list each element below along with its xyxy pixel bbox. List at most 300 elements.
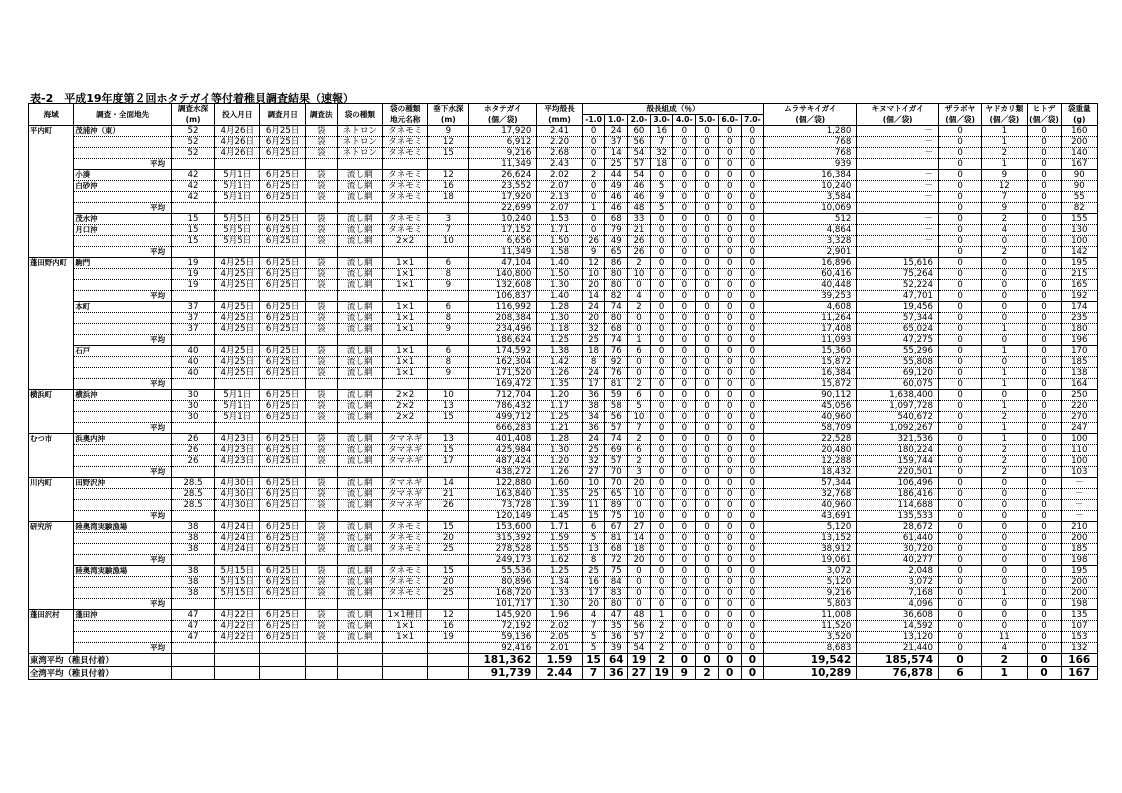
cell-dist: 0: [628, 324, 651, 335]
cell-dist: 1: [650, 610, 673, 621]
cell-other: 0: [1027, 390, 1061, 401]
table-row: [29, 522, 1098, 533]
cell-other: 100: [1061, 456, 1097, 467]
cell-gear: 流し網: [337, 434, 382, 445]
cell-dist: 0: [696, 368, 719, 379]
cell-other: 15,616: [857, 258, 939, 269]
cell-other: 0: [1027, 621, 1061, 632]
cell-dist: 0: [696, 225, 719, 236]
cell-dist: 0: [628, 588, 651, 599]
cell-dist: 34: [582, 412, 605, 423]
cell-loc: 陸奥湾実験漁場: [74, 522, 172, 533]
cell-dist: 75: [605, 511, 628, 522]
cell-other: 1: [982, 434, 1027, 445]
cell-dist: 0: [628, 599, 651, 610]
cell-dist: 0: [628, 280, 651, 291]
cell-avg-size: 1.34: [537, 577, 582, 588]
cell-other: 55: [1061, 192, 1097, 203]
cell-dist: 82: [605, 291, 628, 302]
header-depth: 調査水深: [171, 104, 214, 115]
cell-avg-size: 2.05: [537, 632, 582, 643]
cell-other: 0: [939, 621, 982, 632]
cell-gear: 流し網: [337, 445, 382, 456]
cell-other: 0: [1027, 544, 1061, 555]
cell-dist: 0: [696, 170, 719, 181]
cell-dist: 0: [696, 643, 719, 654]
cell-other: 0: [1027, 632, 1061, 643]
cell-loc: 月口沖: [74, 225, 172, 236]
cell-other: 13,152: [764, 533, 857, 544]
cell-material: タネモミ: [383, 192, 428, 203]
cell-dist: 0: [650, 291, 673, 302]
cell-other: 130: [1061, 225, 1097, 236]
cell-empty: [260, 203, 305, 214]
cell-empty: [305, 247, 337, 258]
cell-survey-date: 6月25日: [260, 533, 305, 544]
cell-dist: 25: [605, 159, 628, 170]
cell-other: 0: [939, 291, 982, 302]
cell-dist: 0: [741, 159, 764, 170]
average-row: [29, 467, 1098, 478]
header-other: ムラサキイガイ: [764, 104, 857, 115]
cell-dist: 10: [582, 269, 605, 280]
cell-material: タマネギ: [383, 489, 428, 500]
table-row: [29, 170, 1098, 181]
cell-avg-size: 1.39: [537, 500, 582, 511]
cell-empty: [305, 379, 337, 390]
cell-dist: 69: [605, 445, 628, 456]
cell-other: 138: [1061, 368, 1097, 379]
cell-other: 0: [939, 148, 982, 159]
cell-survey-date: 6月25日: [260, 412, 305, 423]
cell-scallop-count: 101,717: [469, 599, 537, 610]
cell-dist: 36: [605, 667, 628, 680]
cell-pref: [29, 137, 74, 148]
cell-dist: 0: [696, 346, 719, 357]
cell-depth: 47: [171, 610, 214, 621]
cell-subsurface: 10: [428, 236, 469, 247]
cell-scallop-count: 186,624: [469, 335, 537, 346]
table-row: [29, 137, 1098, 148]
cell-empty: [260, 654, 305, 667]
cell-other: －: [857, 137, 939, 148]
cell-dist: 0: [741, 258, 764, 269]
cell-other: 2: [982, 654, 1027, 667]
cell-scallop-count: 106,837: [469, 291, 537, 302]
cell-other: 2: [982, 214, 1027, 225]
cell-pref: [29, 148, 74, 159]
cell-material: 1×1: [383, 258, 428, 269]
cell-avg-size: 1.25: [537, 412, 582, 423]
cell-gear: 流し網: [337, 214, 382, 225]
cell-other: 939: [764, 159, 857, 170]
cell-other: －: [1061, 500, 1097, 511]
cell-survey-date: 6月25日: [260, 236, 305, 247]
cell-pref: 蓬田野内町: [29, 258, 74, 269]
cell-dist: 7: [582, 667, 605, 680]
cell-other: 200: [1061, 533, 1097, 544]
cell-dist: 0: [696, 126, 719, 137]
header-material-sub: 地元名称: [383, 115, 428, 126]
cell-dist: 9: [650, 192, 673, 203]
cell-empty: [305, 203, 337, 214]
cell-dist: 9: [673, 667, 696, 680]
cell-other: 3,328: [764, 236, 857, 247]
cell-survey-date: 6月25日: [260, 500, 305, 511]
cell-loc: 小湊: [74, 170, 172, 181]
cell-empty: [428, 159, 469, 170]
cell-empty: [383, 335, 428, 346]
cell-set-date: 4月24日: [215, 533, 260, 544]
cell-other: －: [857, 236, 939, 247]
cell-other: 40,277: [857, 555, 939, 566]
cell-empty: [337, 667, 382, 680]
cell-survey-date: 6月25日: [260, 390, 305, 401]
cell-other: 153: [1061, 632, 1097, 643]
cell-dist: 2: [628, 456, 651, 467]
cell-dist: 0: [628, 500, 651, 511]
cell-gear: 流し網: [337, 181, 382, 192]
cell-loc: 本町: [74, 302, 172, 313]
cell-method: 袋: [305, 478, 337, 489]
cell-pref: [29, 511, 74, 522]
cell-dist: 36: [605, 632, 628, 643]
cell-depth: 38: [171, 544, 214, 555]
cell-set-date: 4月23日: [215, 434, 260, 445]
cell-dist: 26: [628, 236, 651, 247]
cell-depth: 28.5: [171, 489, 214, 500]
cell-empty: [171, 654, 214, 667]
cell-other: 16,384: [764, 368, 857, 379]
cell-method: 袋: [305, 137, 337, 148]
cell-avg-size: 2.01: [537, 643, 582, 654]
cell-pref: むつ市: [29, 434, 74, 445]
cell-other: 61,440: [857, 533, 939, 544]
cell-other: 0: [939, 588, 982, 599]
cell-dist: 0: [673, 489, 696, 500]
header-other: キヌマトイガイ: [857, 104, 939, 115]
cell-avg-size: 1.59: [537, 533, 582, 544]
cell-subsurface: 12: [428, 170, 469, 181]
cell-other: 0: [1027, 478, 1061, 489]
cell-set-date: 5月15日: [215, 577, 260, 588]
cell-dist: 0: [696, 599, 719, 610]
cell-dist: 0: [741, 401, 764, 412]
table-row: [29, 280, 1098, 291]
cell-dist: 1: [628, 335, 651, 346]
cell-subsurface: 9: [428, 126, 469, 137]
cell-pref: [29, 214, 74, 225]
cell-gear: 流し網: [337, 489, 382, 500]
cell-pref: [29, 423, 74, 434]
cell-depth: 42: [171, 192, 214, 203]
cell-other: 0: [1027, 368, 1061, 379]
cell-empty: [305, 159, 337, 170]
cell-other: 195: [1061, 258, 1097, 269]
cell-depth: 30: [171, 401, 214, 412]
cell-scallop-count: 11,349: [469, 247, 537, 258]
cell-dist: 0: [718, 357, 741, 368]
cell-pref: [29, 566, 74, 577]
cell-set-date: 4月30日: [215, 489, 260, 500]
cell-method: 袋: [305, 225, 337, 236]
cell-other: 0: [939, 632, 982, 643]
cell-method: 袋: [305, 401, 337, 412]
cell-avg-size: 2.68: [537, 148, 582, 159]
cell-avg-size: 1.35: [537, 379, 582, 390]
cell-average-label: 平均: [74, 511, 172, 522]
cell-dist: 0: [673, 258, 696, 269]
cell-dist: 0: [696, 280, 719, 291]
cell-dist: 46: [628, 192, 651, 203]
cell-other: 200: [1061, 588, 1097, 599]
cell-other: 3,072: [764, 566, 857, 577]
cell-method: 袋: [305, 192, 337, 203]
cell-other: 2,901: [764, 247, 857, 258]
cell-scallop-count: 162,304: [469, 357, 537, 368]
cell-dist: 0: [718, 599, 741, 610]
cell-depth: 47: [171, 632, 214, 643]
cell-dist: 0: [696, 181, 719, 192]
cell-gear: 流し網: [337, 577, 382, 588]
cell-other: 0: [939, 478, 982, 489]
cell-scallop-count: 171,520: [469, 368, 537, 379]
cell-other: 0: [1027, 313, 1061, 324]
cell-dist: 0: [673, 302, 696, 313]
cell-subsurface: 15: [428, 445, 469, 456]
cell-subsurface: 12: [428, 137, 469, 148]
cell-subsurface: 15: [428, 522, 469, 533]
cell-depth: 26: [171, 445, 214, 456]
cell-scallop-count: 23,552: [469, 181, 537, 192]
cell-dist: 0: [673, 610, 696, 621]
cell-dist: 0: [696, 456, 719, 467]
cell-other: －: [857, 170, 939, 181]
cell-other: 0: [982, 533, 1027, 544]
cell-dist: 0: [650, 379, 673, 390]
cell-dist: 15: [582, 511, 605, 522]
cell-dist: 0: [718, 126, 741, 137]
cell-dist: 14: [582, 291, 605, 302]
cell-other: 0: [982, 258, 1027, 269]
cell-dist: 18: [582, 346, 605, 357]
cell-empty: [383, 643, 428, 654]
cell-material: 1×1: [383, 269, 428, 280]
cell-subsurface: 13: [428, 434, 469, 445]
cell-empty: [337, 379, 382, 390]
cell-dist: 74: [605, 434, 628, 445]
cell-pref: [29, 599, 74, 610]
cell-dist: 0: [650, 555, 673, 566]
cell-other: 16,384: [764, 170, 857, 181]
cell-empty: [428, 247, 469, 258]
cell-dist: 80: [605, 313, 628, 324]
cell-other: 200: [1061, 137, 1097, 148]
cell-empty: [260, 667, 305, 680]
header-dist-col: -1.0: [582, 115, 605, 126]
cell-method: 袋: [305, 148, 337, 159]
table-header: [29, 104, 1098, 126]
cell-gear: 流し網: [337, 401, 382, 412]
cell-material: タネモミ: [383, 126, 428, 137]
cell-empty: [383, 159, 428, 170]
cell-dist: 80: [605, 269, 628, 280]
cell-other: 0: [939, 577, 982, 588]
cell-loc: 陸奥湾実験漁場: [74, 566, 172, 577]
cell-avg-size: 2.43: [537, 159, 582, 170]
cell-dist: 49: [605, 181, 628, 192]
cell-other: 215: [1061, 269, 1097, 280]
cell-dist: 0: [718, 566, 741, 577]
cell-other: 58,709: [764, 423, 857, 434]
cell-dist: 0: [650, 368, 673, 379]
cell-dist: 0: [741, 214, 764, 225]
cell-dist: 0: [696, 324, 719, 335]
cell-scallop-count: 80,896: [469, 577, 537, 588]
cell-empty: [260, 159, 305, 170]
cell-pref: [29, 401, 74, 412]
cell-method: 袋: [305, 621, 337, 632]
cell-empty: [337, 247, 382, 258]
cell-survey-date: 6月25日: [260, 544, 305, 555]
cell-other: 11,093: [764, 335, 857, 346]
cell-loc: [74, 533, 172, 544]
cell-other: 5,120: [764, 577, 857, 588]
cell-material: タネモミ: [383, 522, 428, 533]
cell-other: 7: [982, 192, 1027, 203]
cell-dist: 0: [582, 181, 605, 192]
cell-dist: 0: [718, 533, 741, 544]
table-body: [29, 126, 1098, 680]
cell-other: 0: [1027, 148, 1061, 159]
cell-empty: [428, 379, 469, 390]
cell-dist: 0: [696, 467, 719, 478]
average-row: [29, 599, 1098, 610]
cell-scallop-count: 174,592: [469, 346, 537, 357]
cell-empty: [337, 291, 382, 302]
cell-method: 袋: [305, 346, 337, 357]
cell-dist: 0: [741, 346, 764, 357]
cell-dist: 70: [605, 478, 628, 489]
cell-other: 180,224: [857, 445, 939, 456]
cell-dist: 81: [605, 379, 628, 390]
cell-dist: 20: [582, 599, 605, 610]
cell-other: 0: [1027, 137, 1061, 148]
cell-pref: [29, 357, 74, 368]
cell-avg-size: 1.28: [537, 434, 582, 445]
cell-other: 0: [982, 390, 1027, 401]
cell-dist: 80: [605, 599, 628, 610]
cell-avg-size: 1.26: [537, 467, 582, 478]
cell-gear: 流し網: [337, 533, 382, 544]
cell-other: 1: [982, 126, 1027, 137]
cell-set-date: 4月23日: [215, 456, 260, 467]
cell-dist: 0: [718, 511, 741, 522]
cell-subsurface: 13: [428, 401, 469, 412]
cell-dist: 83: [605, 588, 628, 599]
header-dist-col: 7.0-: [741, 115, 764, 126]
cell-dist: 0: [741, 445, 764, 456]
cell-loc: 駒門: [74, 258, 172, 269]
cell-other: 1: [982, 159, 1027, 170]
cell-scallop-count: 181,362: [469, 654, 537, 667]
cell-survey-date: 6月25日: [260, 170, 305, 181]
cell-other: 0: [1027, 423, 1061, 434]
average-row: [29, 555, 1098, 566]
cell-set-date: 5月5日: [215, 225, 260, 236]
cell-other: 39,253: [764, 291, 857, 302]
cell-gear: ネトロン: [337, 137, 382, 148]
table-row: [29, 621, 1098, 632]
cell-avg-size: 1.33: [537, 588, 582, 599]
cell-dist: 0: [718, 654, 741, 667]
cell-dist: 7: [650, 137, 673, 148]
cell-dist: 0: [673, 643, 696, 654]
cell-dist: 25: [582, 445, 605, 456]
cell-other: 0: [1027, 203, 1061, 214]
cell-dist: 0: [696, 192, 719, 203]
cell-dist: 46: [605, 203, 628, 214]
cell-dist: 0: [673, 566, 696, 577]
cell-avg-size: 1.25: [537, 566, 582, 577]
cell-other: 321,536: [857, 434, 939, 445]
cell-other: 0: [1027, 236, 1061, 247]
cell-dist: 0: [718, 302, 741, 313]
cell-dist: 26: [582, 236, 605, 247]
cell-other: 32,768: [764, 489, 857, 500]
cell-avg-size: 1.30: [537, 313, 582, 324]
survey-results-table: [28, 103, 1098, 680]
cell-scallop-count: 278,528: [469, 544, 537, 555]
header-other: ヤドカリ類: [982, 104, 1027, 115]
cell-dist: 0: [650, 390, 673, 401]
cell-dist: 0: [696, 489, 719, 500]
cell-pref: [29, 313, 74, 324]
cell-set-date: 4月26日: [215, 137, 260, 148]
cell-other: 1,638,400: [857, 390, 939, 401]
cell-dist: 13: [582, 544, 605, 555]
cell-scallop-count: 132,608: [469, 280, 537, 291]
cell-empty: [171, 247, 214, 258]
cell-other: 0: [1027, 610, 1061, 621]
cell-gear: 流し網: [337, 478, 382, 489]
cell-pref: 蓬田沢村: [29, 610, 74, 621]
cell-empty: [428, 335, 469, 346]
cell-pref: 研究所: [29, 522, 74, 533]
cell-other: 167: [1061, 159, 1097, 170]
cell-dist: 0: [696, 577, 719, 588]
cell-material: 1×1: [383, 368, 428, 379]
cell-dist: 36: [582, 423, 605, 434]
cell-dist: 0: [696, 390, 719, 401]
cell-empty: [305, 654, 337, 667]
cell-set-date: 4月25日: [215, 368, 260, 379]
cell-other: 1: [982, 346, 1027, 357]
cell-dist: 0: [673, 390, 696, 401]
cell-survey-date: 6月25日: [260, 302, 305, 313]
cell-gear: 流し網: [337, 324, 382, 335]
cell-survey-date: 6月25日: [260, 456, 305, 467]
table-row: [29, 500, 1098, 511]
cell-scallop-count: 91,739: [469, 667, 537, 680]
cell-method: 袋: [305, 544, 337, 555]
cell-dist: 0: [673, 181, 696, 192]
cell-empty: [305, 291, 337, 302]
cell-gear: 流し網: [337, 225, 382, 236]
cell-pref: [29, 302, 74, 313]
cell-avg-size: 1.25: [537, 335, 582, 346]
cell-summary-label: 全湾平均（稚貝付着）: [29, 667, 172, 680]
